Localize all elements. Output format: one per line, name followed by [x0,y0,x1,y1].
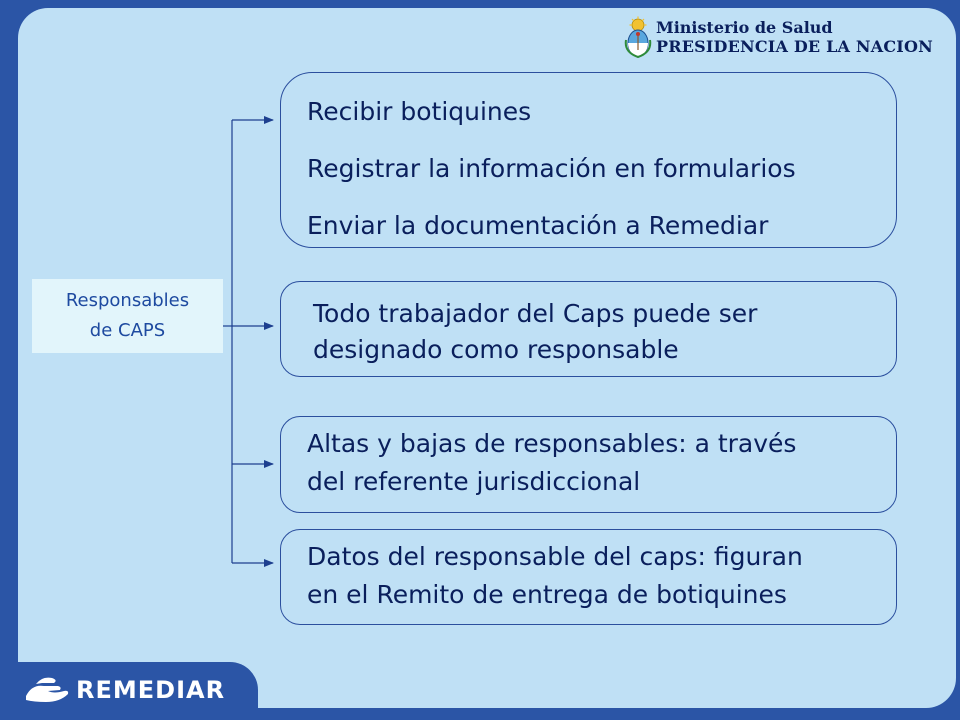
remediar-brand [24,670,254,712]
box-tasks [280,72,897,248]
source-line-2: de CAPS [89,320,166,341]
box-2-line-2: designado como responsable [313,335,679,364]
box-4-line-2: en el Remito de entrega de botiquines [307,580,787,609]
source-node-responsables [32,279,223,353]
task-receive-kits: Recibir botiquines [307,97,532,126]
box-any-worker [280,281,897,377]
box-responsible-data [280,529,897,625]
box-3-line-2: del referente jurisdiccional [307,467,641,496]
source-line-1: Responsables [65,290,190,311]
box-4-line-1: Datos del responsable del caps: figuran [307,542,803,571]
hands-icon [24,670,70,710]
box-registrations [280,416,897,513]
box-3-line-1: Altas y bajas de responsables: a través [307,429,797,458]
ministry-name: Ministerio de Salud [656,18,833,37]
task-register-forms: Registrar la información en formularios [307,154,796,183]
brand-name: REMEDIAR [76,676,226,704]
task-send-docs: Enviar la documentación a Remediar [307,211,769,240]
box-2-line-1: Todo trabajador del Caps puede ser [313,299,758,328]
presidency-name: PRESIDENCIA DE LA NACION [656,37,933,56]
